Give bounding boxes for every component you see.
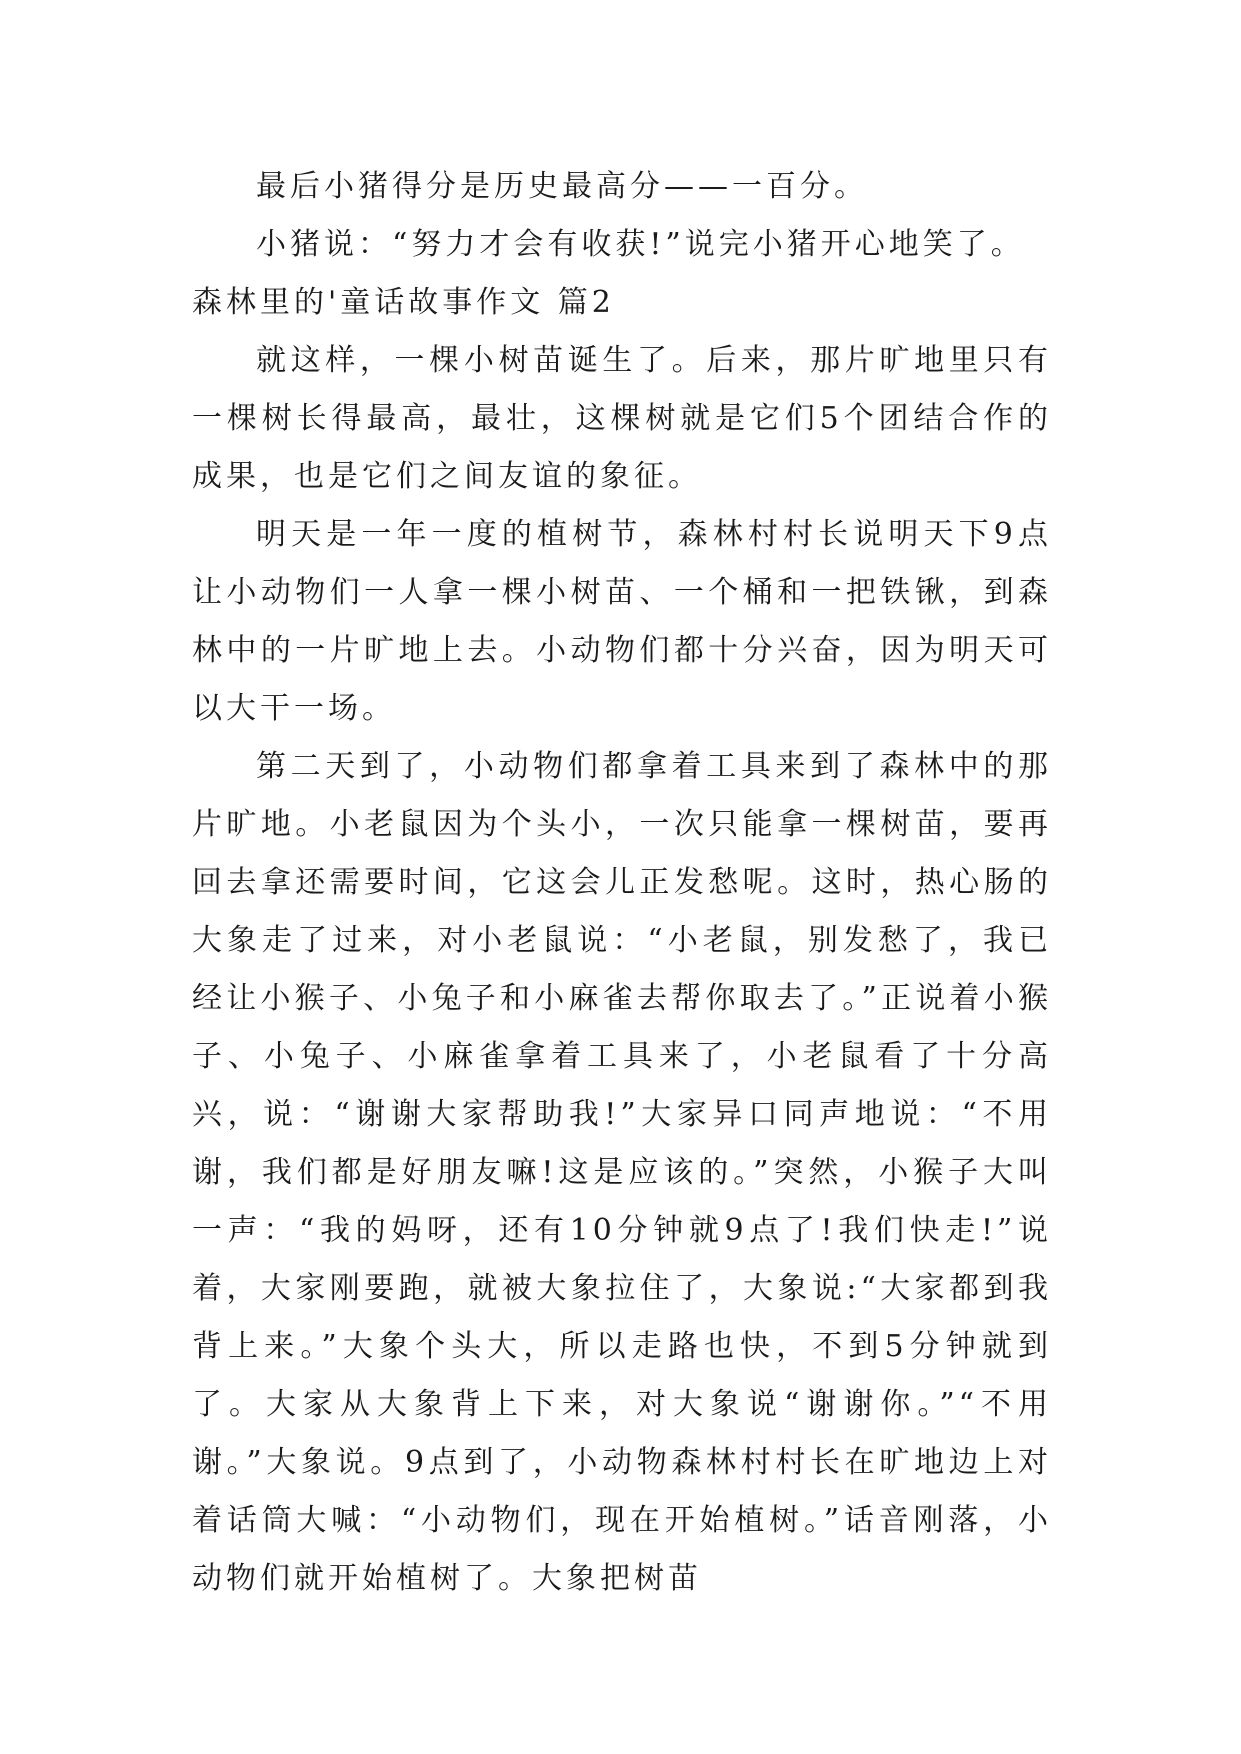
paragraph-score: 最后小猪得分是历史最高分——一百分。 xyxy=(256,169,868,204)
document-body xyxy=(192,158,1052,1608)
paragraph-sapling-born: 就这样，一棵小树苗诞生了。后来，那片旷地里只有一棵树长得最高，最壮，这棵树就是它们5个团结合作的成果，也是它们之间友谊的象征。 xyxy=(192,343,1052,494)
section-heading: 森林里的'童话故事作文 篇2 xyxy=(192,285,615,320)
paragraph-next-day: 第二天到了，小动物们都拿着工具来到了森林中的那片旷地。小老鼠因为个头小，一次只能拿一棵树苗，要再回去拿还需要时间，它这会儿正发愁呢。这时，热心肠的大象走了过来，对小老鼠说：“小老鼠，别发愁了，我已经让小猴子、小兔子和小麻雀去帮你取去了。”正说着小猴子、小兔子、小麻雀拿着工具来了，小老鼠看了十分高兴，说：“谢谢大家帮助我!”大家异口同声地说：“不用谢，我们都是好朋友嘛!这是应该的。”突然，小猴子大叫一声：“我的妈呀，还有10分钟就9点了!我们快走!”说着，大家刚要跑，就被大象拉住了，大象说:“大家都到我背上来。”大象个头大，所以走路也快，不到5分钟就到了。大家从大象背上下来，对大象说“谢谢你。”“不用谢。”大象说。9点到了，小动物森林村村长在旷地边上对着话筒大喊：“小动物们，现在开始植树。”话音刚落，小动物们就开始植树了。大象把树苗 xyxy=(192,749,1052,1596)
paragraph-arbor-day: 明天是一年一度的植树节，森林村村长说明天下9点让小动物们一人拿一棵小树苗、一个桶和一把铁锹，到森林中的一片旷地上去。小动物们都十分兴奋，因为明天可以大干一场。 xyxy=(192,517,1052,726)
paragraph-piglet-says: 小猪说：“努力才会有收获!”说完小猪开心地笑了。 xyxy=(256,227,1025,262)
